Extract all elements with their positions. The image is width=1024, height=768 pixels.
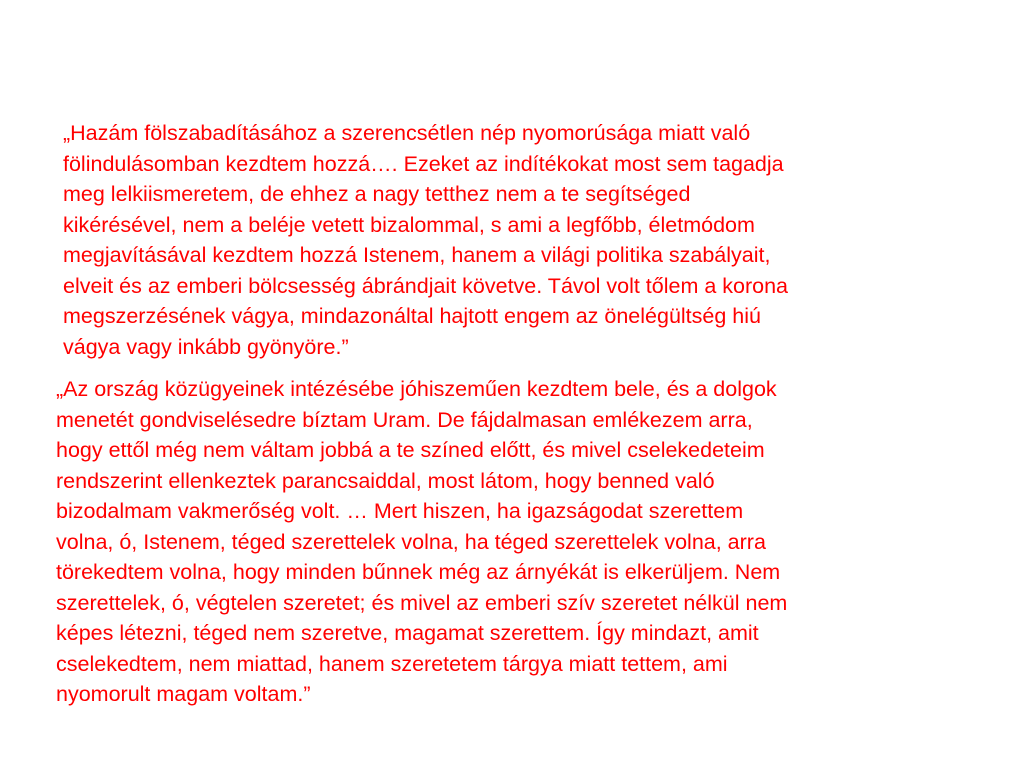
quote-paragraph-first: „Hazám fölszabadításához a szerencsétlen nép nyomorúsága miatt való fölindulásomban kezdtem hozzá…. Ezeket az indítékokat most sem tagadja meg lelkiismeretem, de ehhez a nagy tetthez nem a te segítséged kikérésével, nem a beléje vetett bizalommal, s ami a legfőbb, életmódom megjavításával kezdtem hozzá Istenem, hanem a világi politika szabályait, elveit és az emberi bölcsesség ábrándjait követve. Távol volt tőlem a korona megszerzésének vágya, mindazonáltal hajtott engem az önelégültség hiú vágya vagy inkább gyönyöre.”: [63, 121, 789, 359]
quote-paragraph-second: „Az ország közügyeinek intézésébe jóhiszeműen kezdtem bele, és a dolgok menetét gondviselésedre bíztam Uram. De fájdalmasan emlékezem arra, hogy ettől még nem váltam jobbá a te színed előtt, és mivel cselekedeteim rendszerint ellenkeztek parancsaiddal, most látom, hogy benned való bizodalmam vakmerőség volt. … Mert hiszen, ha igazságodat szerettem volna, ó, Istenem, téged szerettelek volna, ha téged szerettelek volna, arra törekedtem volna, hogy minden bűnnek még az árnyékát is elkerüljem. Nem szerettelek, ó, végtelen szeretet; és mivel az emberi szív szeretet nélkül nem képes létezni, téged nem szeretve, magamat szerettem. Így mindazt, amit cselekedtem, nem miattad, hanem szeretetem tárgya miatt tettem, ami nyomorult magam voltam.”: [56, 377, 788, 706]
